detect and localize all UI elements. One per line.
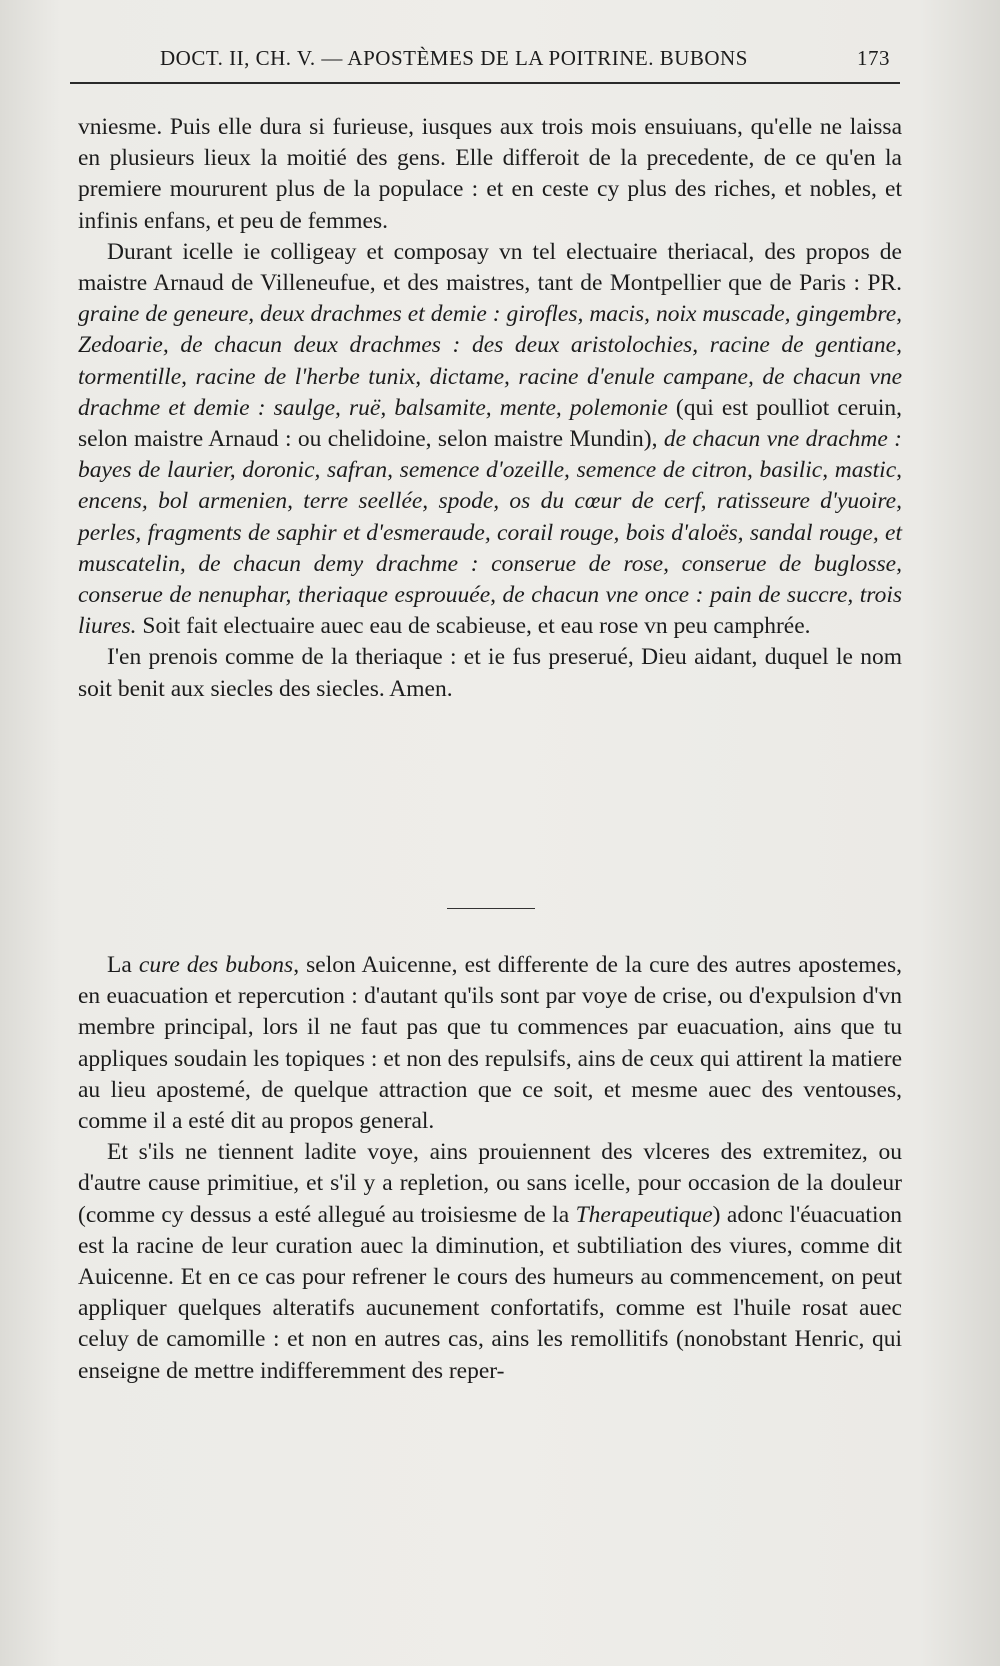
text-block-top (78, 112, 902, 705)
page-number: 173 (857, 46, 890, 70)
running-head-title: DOCT. II, CH. V. — APOSTÈMES DE LA POITRINE. BUBONS (160, 46, 748, 70)
paragraph-5: Et s'ils ne tiennent ladite voye, ains prouiennent des vlceres des extremitez, ou d'autre cause primitiue, et s'il y a repletion, ou sans icelle, pour occasion de la douleur (comme cy dessus a esté allegué au troisiesme de la Therapeutique) adonc l'éuacuation est la racine de leur curation auec la diminution, et subtiliation des viures, comme dit Auicenne. Et en ce cas pour refrener le cours des humeurs au commencement, on peut appliquer quelques alteratifs aucunement confortatifs, comme est l'huile rosat auec celuy de camomille : et non en autres cas, ains les remollitifs (nonobstant Henric, qui enseigne de mettre indifferemment des reper- (78, 1139, 902, 1384)
paragraph-3: I'en prenois comme de la theriaque : et ie fus preserué, Dieu aidant, duquel le nom soit benit aux siecles des siecles. Amen. (78, 644, 902, 702)
paragraph-2: Durant icelle ie colligeay et composay vn tel electuaire theriacal, des propos de maistre Arnaud de Villeneufue, et des maistres, tant de Montpellier que de Paris : PR. graine de geneure, deux drachmes et demie : girofles, macis, noix muscade, gingembre, Zedoarie, de chacun deux drachmes : des deux aristolochies, racine de gentiane, tormentille, racine de l'herbe tunix, dictame, racine d'enule campane, de chacun vne drachme et demie : saulge, ruë, balsamite, mente, polemonie (qui est poulliot ceruin, selon maistre Arnaud : ou chelidoine, selon maistre Mundin), de chacun vne drachme : bayes de laurier, doronic, safran, semence d'ozeille, semence de citron, basilic, mastic, encens, bol armenien, terre seellée, spode, os du cœur de cerf, ratisseure d'yuoire, perles, fragments de saphir et d'esmeraude, corail rouge, bois d'aloës, sandal rouge, et muscatelin, de chacun demy drachme : conserue de rose, conserue de buglosse, conserue de nenuphar, theriaque esprouuée, de chacun vne once : pain de succre, trois liures. Soit fait electuaire auec eau de scabieuse, et eau rose vn peu camphrée. (78, 238, 902, 640)
text-block-bottom (78, 950, 902, 1387)
paragraph-4: La cure des bubons, selon Auicenne, est differente de la cure des autres apostemes, en euacuation et repercution : d'autant qu'ils sont par voye de crise, ou d'expulsion d'vn membre principal, lors il ne faut pas que tu commences par euacuation, ains que tu appliques soudain les topiques : et non des repulsifs, ains de ceux qui attirent la matiere au lieu apostemé, de quelque attraction que ce soit, et mesme auec des ventouses, comme il a esté dit au propos general. (78, 952, 902, 1135)
section-separator (447, 908, 535, 909)
paragraph-1: vniesme. Puis elle dura si furieuse, iusques aux trois mois ensuiuans, qu'elle ne laissa en plusieurs lieux la moitié des gens. Elle differoit de la precedente, de ce qu'en la premiere moururent plus de la populace : et en ceste cy plus des riches, et nobles, et infinis enfans, et peu de femmes. (78, 114, 902, 234)
header-rule (70, 82, 900, 84)
